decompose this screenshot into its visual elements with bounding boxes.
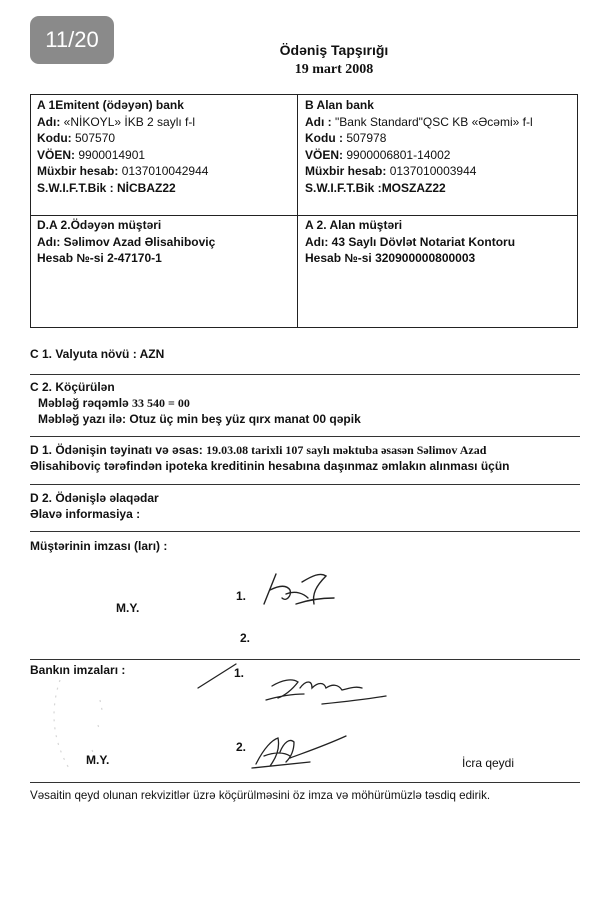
confirmation-statement: Vəsaitin qeyd olunan rekvizitlər üzrə köçürülməsini öz imza və möhürümüzlə təsdiq edirik. bbox=[30, 789, 491, 802]
payer-customer-account: Hesab №-si 2-47170-1 bbox=[37, 251, 162, 265]
page-counter-badge: 11/20 bbox=[30, 16, 114, 64]
rule-after-related bbox=[30, 531, 580, 532]
bank-signature-number-1: 1. bbox=[234, 666, 245, 680]
client-signature-number-1: 1. bbox=[236, 589, 247, 603]
receiver-bank-voen: VÖEN: 9900006801-14002 bbox=[305, 147, 451, 162]
receiver-customer-heading: A 2. Alan müştəri bbox=[305, 218, 403, 232]
rule-before-bank-signatures bbox=[30, 659, 580, 660]
extra-info-label: Əlavə informasiya : bbox=[30, 507, 141, 521]
payer-customer-name: Adı: Səlimov Azad Əlisahiboviç bbox=[37, 234, 216, 249]
receiver-bank-cell bbox=[305, 97, 533, 196]
receiver-bank-name: Adı : "Bank Standard"QSC KB «Əcəmi» f-l bbox=[305, 114, 533, 129]
receiver-customer-account: Hesab №-si 320900000800003 bbox=[305, 251, 476, 265]
bank-signature-1 bbox=[262, 670, 388, 710]
client-signature-number-2: 2. bbox=[240, 631, 251, 645]
rule-after-transfer bbox=[30, 436, 580, 437]
rule-after-currency bbox=[30, 374, 580, 375]
receiver-bank-heading: B Alan bank bbox=[305, 98, 374, 112]
document-date: 19 mart 2008 bbox=[294, 62, 374, 77]
receiver-bank-swift: S.W.I.F.T.Bik :MOSZAZ22 bbox=[305, 180, 446, 195]
bank-stamp-mark bbox=[196, 660, 245, 690]
grid-vertical-divider bbox=[297, 95, 298, 327]
bank-signatures-label: Bankın imzaları : bbox=[30, 663, 126, 677]
bank-signature-2 bbox=[250, 728, 354, 772]
bank-stamp-placeholder: M.Y. bbox=[86, 753, 110, 767]
transfer-heading: C 2. Köçürülən bbox=[30, 380, 115, 394]
client-signatures-label: Müştərinin imzası (ları) : bbox=[30, 539, 168, 553]
receiver-bank-corr-account: Müxbir hesab: 0137010003944 bbox=[305, 164, 477, 178]
payment-purpose: D 1. Ödənişin təyinatı və əsas: 19.03.08 tarixli 107 saylı məktuba əsasən Səlimov Azad bbox=[30, 443, 487, 457]
payer-bank-corr-account: Müxbir hesab: 0137010042944 bbox=[37, 164, 209, 178]
client-signature-1 bbox=[256, 568, 336, 610]
client-stamp-placeholder: M.Y. bbox=[116, 601, 140, 615]
payer-bank-name: Adı: «NİKOYL» İKB 2 saylı f-l bbox=[37, 114, 196, 129]
payer-bank-code: Kodu: 507570 bbox=[37, 131, 116, 145]
payer-customer-cell bbox=[37, 217, 215, 267]
execution-note-label: İcra qeydi bbox=[462, 756, 515, 770]
bank-details-grid bbox=[30, 94, 578, 328]
rule-before-confirmation bbox=[30, 782, 580, 783]
payer-bank-voen: VÖEN: 9900014901 bbox=[37, 147, 146, 162]
currency-line: C 1. Valyuta növü : AZN bbox=[30, 347, 165, 361]
bank-signature-number-2: 2. bbox=[236, 740, 247, 754]
receiver-customer-cell bbox=[305, 217, 515, 267]
amount-in-words: Məbləğ yazı ilə: Otuz üç min beş yüz qırx manat 00 qəpik bbox=[38, 412, 361, 426]
document-title: Ödəniş Tapşırığı bbox=[279, 42, 389, 58]
payer-bank-cell bbox=[37, 97, 208, 196]
payer-bank-swift: S.W.I.F.T.Bik : NİCBAZ22 bbox=[37, 180, 176, 195]
amount-in-digits: Məbləğ rəqəmlə 33 540 = 00 bbox=[38, 396, 190, 410]
payer-bank-heading: A 1Emitent (ödəyən) bank bbox=[37, 98, 184, 112]
rule-after-purpose bbox=[30, 484, 580, 485]
payer-customer-heading: D.A 2.Ödəyən müştəri bbox=[37, 218, 162, 232]
related-heading: D 2. Ödənişlə əlaqədar bbox=[30, 491, 159, 505]
receiver-customer-name: Adı: 43 Saylı Dövlət Notariat Kontoru bbox=[305, 234, 516, 249]
receiver-bank-code: Kodu : 507978 bbox=[305, 131, 387, 145]
payment-purpose-line2: Əlisahiboviç tərəfindən ipoteka kreditinin hesabına daşınmaz əmlakın alınması üçün bbox=[30, 459, 510, 473]
